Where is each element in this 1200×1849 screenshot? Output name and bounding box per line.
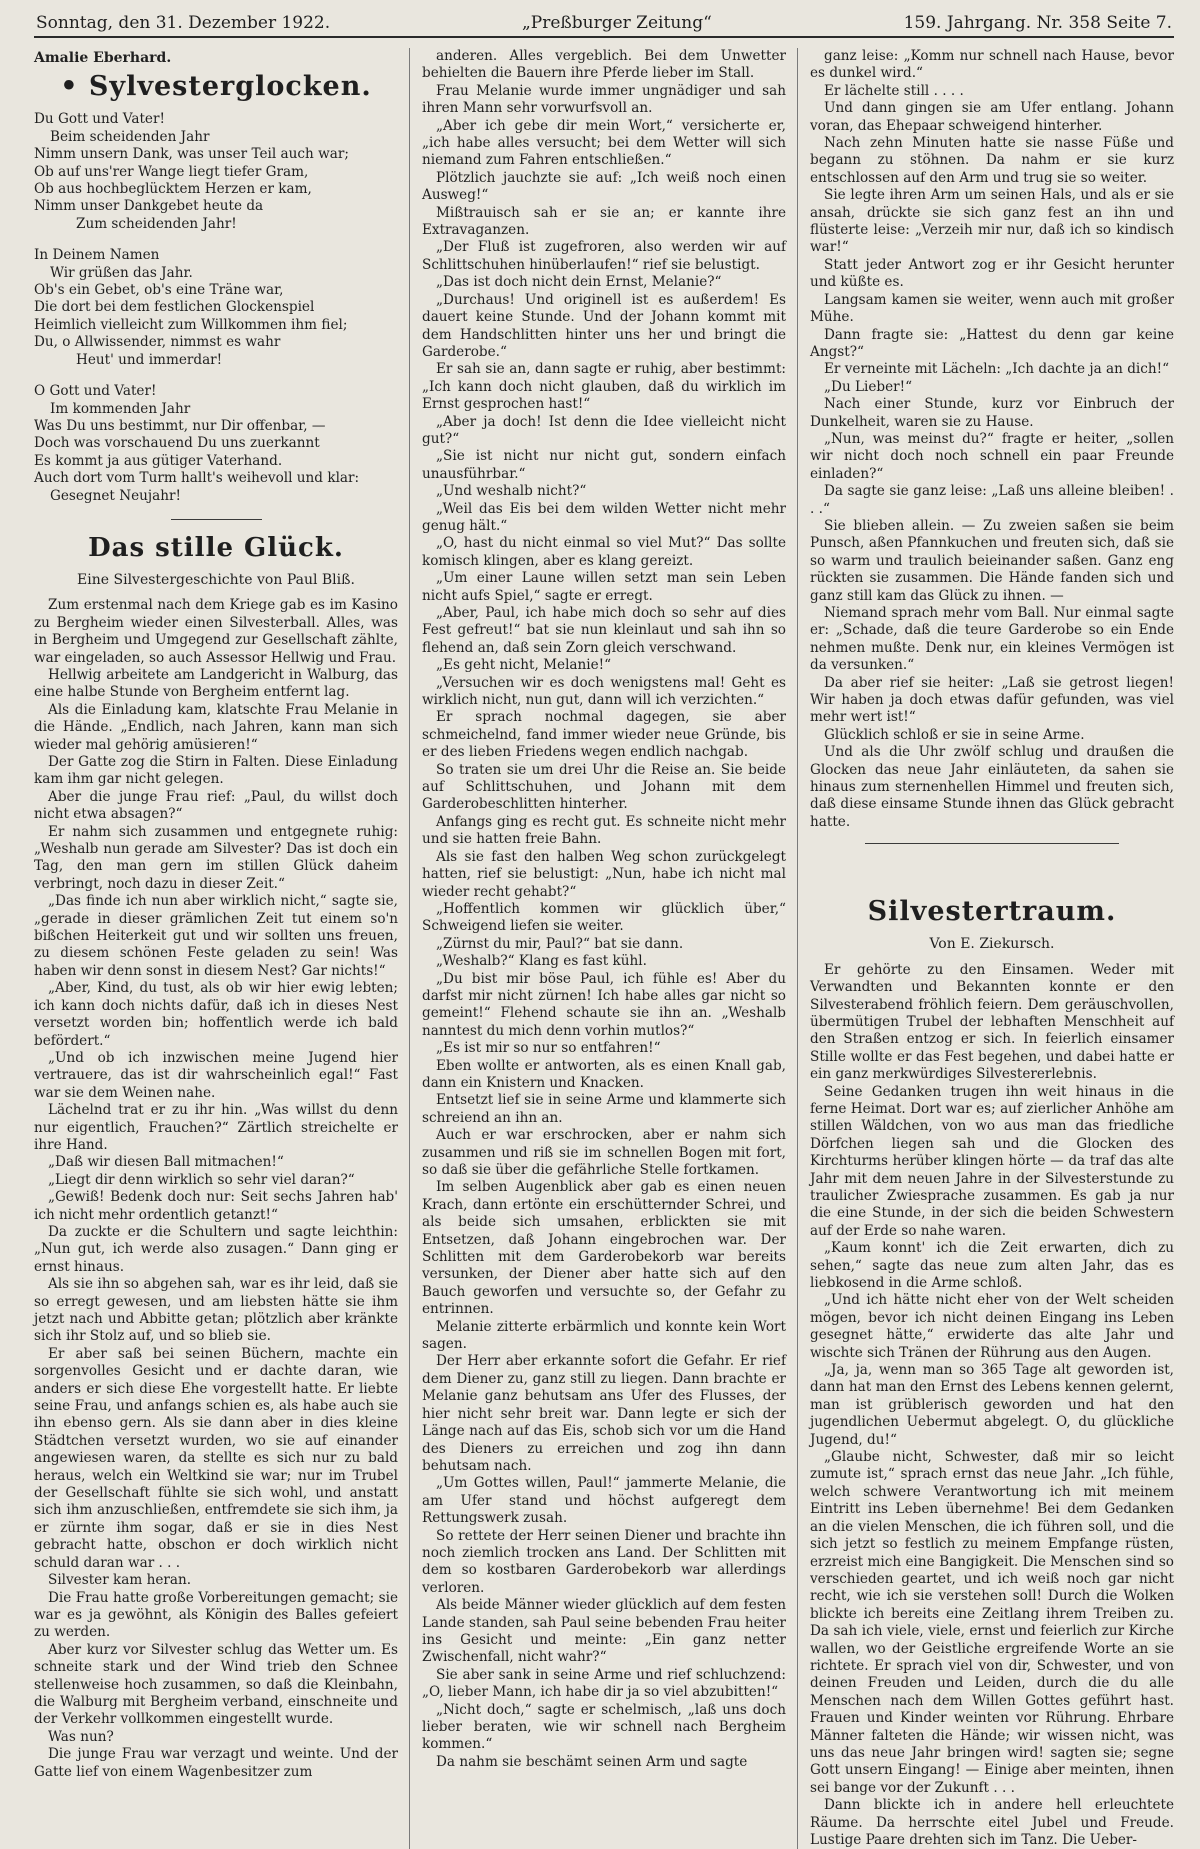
paragraph: Als die Einladung kam, klatschte Frau Melanie in die Hände. „Endlich, nach Jahren, kann man sich wieder mal gehörig amüsieren!“ xyxy=(34,701,398,753)
poem-line: Nimm unsern Dank, was unser Teil auch war; xyxy=(34,146,349,163)
paragraph: „Aber ja doch! Ist denn die Idee vielleicht nicht gut?“ xyxy=(422,413,786,447)
column-middle xyxy=(422,48,786,1849)
paragraph: Langsam kamen sie weiter, wenn auch mit großer Mühe. xyxy=(810,291,1174,326)
poem-line: Ob auf uns'rer Wange liegt tiefer Gram, xyxy=(34,163,309,180)
paragraph: „Du Lieber!“ xyxy=(824,378,913,395)
paragraph: Glücklich schloß er sie in seine Arme. xyxy=(824,726,1085,743)
divider xyxy=(865,843,1120,844)
story-title: Das stille Glück. xyxy=(88,532,344,563)
paragraph: Er nahm sich zusammen und entgegnete ruhig: „Weshalb nun gerade am Silvester? Das ist doch ein Tag, den man gern im stillen Glück daheim verbringt, noch dazu in dieser Zeit.“ xyxy=(34,823,398,892)
poem-line: O Gott und Vater! xyxy=(34,383,157,400)
paragraph: „Um einer Laune willen setzt man sein Leben nicht aufs Spiel,“ sagte er erregt. xyxy=(422,570,786,604)
poem-line: Auch dort vom Turm hallt's weihevoll und klar: xyxy=(34,470,360,487)
paragraph: Seine Gedanken trugen ihn weit hinaus in die ferne Heimat. Dort war es; auf zierlicher Anhöhe am stillen Wäldchen, von wo aus man das friedliche Dörfchen liegen sah und die Glocken des Kirchturms herüber klingen hörte — da traf das alte Jahr mit dem neuen Jahre in der Silvesterstunde zu traulicher Zwiesprache zusammen. Es gab ja nur die eine Stunde, in der sich die beiden Schwestern auf der Erde so nahe waren. xyxy=(810,1083,1174,1239)
paragraph: Nach einer Stunde, kurz vor Einbruch der Dunkelheit, waren sie zu Hause. xyxy=(810,396,1174,430)
paragraph: „Weil das Eis bei dem wilden Wetter nicht mehr genug hält.“ xyxy=(422,500,786,534)
paragraph: Eben wollte er antworten, als es einen Knall gab, dann ein Knistern und Knacken. xyxy=(422,1057,786,1091)
paragraph: „Liegt dir denn wirklich so sehr viel daran?“ xyxy=(48,1171,355,1188)
story2-text xyxy=(810,962,1174,1849)
paragraph: Er sah sie an, dann sagte er ruhig, aber bestimmt: „Ich kann doch nicht glauben, daß du wirklich im Ernst gesprochen hast!“ xyxy=(422,361,786,413)
paragraph: So traten sie um drei Uhr die Reise an. Sie beide auf Schlittschuhen, und Johann mit dem Garderobeschlitten hinterher. xyxy=(422,761,786,813)
poem-stanza xyxy=(34,383,398,505)
poem-line: Du, o Allwissender, nimmst es wahr xyxy=(34,334,281,351)
column-right xyxy=(810,48,1174,1849)
paragraph: „Aber, Paul, ich habe mich doch so sehr auf dies Fest gefreut!“ bat sie nun kleinlaut und sah ihn so flehend an, daß sein Zorn gleich verschwand. xyxy=(422,605,786,656)
paragraph: Der Gatte zog die Stirn in Falten. Diese Einladung kam ihm gar nicht gelegen. xyxy=(34,754,398,788)
story2-byline: Von E. Ziekursch. xyxy=(929,936,1055,953)
story-byline: Eine Silvestergeschichte von Paul Bliß. xyxy=(77,571,355,588)
poem-line: Doch was vorschauend Du uns zuerkannt xyxy=(34,435,320,452)
paragraph: ganz leise: „Komm nur schnell nach Hause, bevor es dunkel wird.“ xyxy=(810,48,1174,82)
paragraph: Und als die Uhr zwölf schlug und draußen die Glocken das neue Jahr einläuteten, da sahen sie hinaus zum sternenhellen Himmel und freuten sich, daß diese einsame Stunde ihnen das Glück gebracht hatte. xyxy=(810,744,1174,830)
story2-title: Silvestertraum. xyxy=(867,896,1117,928)
paragraph: Was nun? xyxy=(48,1728,114,1745)
paragraph: „Aber, Kind, du tust, als ob wir hier ewig lebten; ich kann doch nichts dafür, daß ich in dieses Nest versetzt worden bin; hoffentlich werde ich bald befördert.“ xyxy=(34,980,398,1049)
paragraph: Entsetzt lief sie in seine Arme und klammerte sich schreiend an ihn an. xyxy=(422,1092,786,1126)
poem-line: Du Gott und Vater! xyxy=(34,111,165,128)
story-text-ending xyxy=(810,48,1174,831)
paragraph: „Um Gottes willen, Paul!“ jammerte Melanie, die am Ufer stand und höchst aufgeregt dem Rettungswerk zusah. xyxy=(422,1475,786,1527)
paragraph: Als sie ihn so abgehen sah, war es ihr leid, daß sie so erregt gewesen, und am liebsten hätte sie ihm jetzt nach und Abbitte getan; plötzlich aber kränkte sich ihr Stolz auf, und so blieb sie. xyxy=(34,1276,398,1345)
paragraph: So rettete der Herr seinen Diener und brachte ihn noch ziemlich trocken ans Land. Der Schlitten mit dem so kostbaren Garderobekorb war allerdings verloren. xyxy=(422,1527,786,1596)
paragraph: Anfangs ging es recht gut. Es schneite nicht mehr und sie hatten freie Bahn. xyxy=(422,813,786,848)
paragraph: Lächelnd trat er zu ihr hin. „Was willst du denn nur eigentlich, Frauchen?“ Zärtlich streichelte er ihre Hand. xyxy=(34,1102,398,1153)
poem-line: Die dort bei dem festlichen Glockenspiel xyxy=(34,299,315,316)
paragraph: „Versuchen wir es doch wenigstens mal! Geht es wirklich nicht, nun gut, dann will ich verzichten.“ xyxy=(422,674,786,709)
poem-stanza xyxy=(34,247,398,369)
paragraph: „Aber ich gebe dir mein Wort,“ versicherte er, „ich habe alles versucht; bei dem Wetter will sich niemand zum Fahren entschließen.“ xyxy=(422,117,786,169)
paragraph: Als beide Männer wieder glücklich auf dem festen Lande standen, sah Paul seine bebenden Frau heiter ins Gesicht und meinte: „Ein ganz netter Zwischenfall, nicht wahr?“ xyxy=(422,1597,786,1666)
paragraph: anderen. Alles vergeblich. Bei dem Unwetter behielten die Bauern ihre Pferde lieber im Stall. xyxy=(422,48,786,82)
paragraph: „Ja, ja, wenn man so 365 Tage alt geworden ist, dann hat man den Ernst des Lebens kennen gelernt, man ist grüblerisch geworden und hat den jugendlichen Uebermut abgelegt. O, du glückliche Jugend, du!“ xyxy=(810,1362,1174,1448)
poem-line: Beim scheidenden Jahr xyxy=(50,128,210,145)
paragraph: Aber kurz vor Silvester schlug das Wetter um. Es schneite stark und der Wind trieb den Schnee stellenweise hoch zusammen, so daß die Kleinbahn, die Walburg mit Bergheim verband, einschneite und der Verkehr vollkommen eingestellt wurde. xyxy=(34,1641,398,1728)
paragraph: Plötzlich jauchzte sie auf: „Ich weiß noch einen Ausweg!“ xyxy=(422,169,786,204)
paragraph: Frau Melanie wurde immer ungnädiger und sah ihren Mann sehr vorwurfsvoll an. xyxy=(422,82,786,117)
paragraph: Hellwig arbeitete am Landgericht in Walburg, das eine halbe Stunde von Bergheim entfernt lag. xyxy=(34,666,398,701)
paragraph: Aber die junge Frau rief: „Paul, du willst doch nicht etwa absagen?“ xyxy=(34,788,398,823)
paragraph: „Und ob ich inzwischen meine Jugend hier vertrauere, das ist dir wahrscheinlich egal!“ Fast war sie dem Weinen nahe. xyxy=(34,1049,398,1101)
header-date: Sonntag, den 31. Dezember 1922. xyxy=(36,13,331,33)
paragraph: „Der Fluß ist zugefroren, also werden wir auf Schlittschuhen hinüberlaufen!“ rief sie belustigt. xyxy=(422,239,786,273)
paragraph: Er lächelte still . . . . xyxy=(824,82,964,99)
story-text xyxy=(34,597,398,1781)
paragraph: Und dann gingen sie am Ufer entlang. Johann voran, das Ehepaar schweigend hinterher. xyxy=(810,100,1174,134)
paragraph: Dann blickte ich in andere hell erleuchtete Räume. Da herrschte eitel Jubel und Freude. Lustige Paare drehten sich im Tanz. Die Ueber- xyxy=(810,1797,1174,1848)
header-paper-name: „Preßburger Zeitung“ xyxy=(521,13,712,33)
paragraph: Er verneinte mit Lächeln: „Ich dachte ja an dich!“ xyxy=(824,361,1170,378)
paragraph: „Kaum konnt' ich die Zeit erwarten, dich zu sehen,“ sagte das neue zum alten Jahr, das es liebkosend in die Arme schloß. xyxy=(810,1240,1174,1291)
paragraph: Mißtrauisch sah er sie an; er kannte ihre Extravaganzen. xyxy=(422,204,786,239)
poem-line: Ob's ein Gebet, ob's eine Träne war, xyxy=(34,282,284,299)
paragraph: Die junge Frau war verzagt und weinte. Und der Gatte lief von einem Wagenbesitzer zum xyxy=(34,1746,398,1780)
paragraph: „Du bist mir böse Paul, ich fühle es! Aber du darfst mir nicht zürnen! Ich habe alles gar nicht so gemeint!“ Flehend schaute sie ihn an. „Weshalb nanntest du mich denn vorhin mutlos?“ xyxy=(422,970,786,1039)
poem-author: Amalie Eberhard. xyxy=(34,50,172,66)
paragraph: „Das ist doch nicht dein Ernst, Melanie?“ xyxy=(436,274,722,291)
poem-title: • Sylvesterglocken. xyxy=(60,71,372,103)
paragraph: „Es geht nicht, Melanie!“ xyxy=(436,657,612,674)
paragraph: „Hoffentlich kommen wir glücklich über,“ Schweigend liefen sie weiter. xyxy=(422,900,786,935)
column-left xyxy=(34,48,398,1849)
paragraph: Dann fragte sie: „Hattest du denn gar keine Angst?“ xyxy=(810,326,1174,360)
poem-line: Es kommt ja aus gütiger Vaterhand. xyxy=(34,452,283,469)
poem-line: Heut' und immerdar! xyxy=(76,351,223,368)
poem-line: Wir grüßen das Jahr. xyxy=(50,264,193,281)
divider xyxy=(171,519,262,520)
paragraph: Silvester kam heran. xyxy=(48,1572,192,1589)
paragraph: Statt jeder Antwort zog er ihr Gesicht herunter und küßte es. xyxy=(810,256,1174,291)
paragraph: Da nahm sie beschämt seinen Arm und sagte xyxy=(436,1753,748,1770)
paragraph: „Es ist mir so nur so entfahren!“ xyxy=(436,1040,661,1057)
paragraph: Er sprach nochmal dagegen, sie aber schmeichelnd, fand immer wieder neue Gründe, bis er des lieben Friedens wegen endlich nachgab. xyxy=(422,709,786,761)
paragraph: Im selben Augenblick aber gab es einen neuen Krach, dann ertönte ein erschütternder Schrei, und als beide sich umsahen, erblickten sie mit Entsetzen, daß Johann eingebrochen war. Der Schlitten mit dem Garderobekorb war bereits versunken, der Diener aber hatte sich auf den Bauch geworfen und versuchte so, der Gefahr zu entrinnen. xyxy=(422,1179,786,1318)
paragraph: Sie aber sank in seine Arme und rief schluchzend: „O, lieber Mann, ich habe dir ja so viel abzubitten!“ xyxy=(422,1666,786,1701)
poem-line: Ob aus hochbeglücktem Herzen er kam, xyxy=(34,181,312,198)
paragraph: Als sie fast den halben Weg schon zurückgelegt hatten, rief sie belustigt: „Nun, habe ich nicht mal wieder recht gehabt?“ xyxy=(422,848,786,900)
paragraph: Die Frau hatte große Vorbereitungen gemacht; sie war es ja gewöhnt, als Königin des Balles gefeiert zu werden. xyxy=(34,1589,398,1641)
paragraph: Sie blieben allein. — Zu zweien saßen sie beim Punsch, aßen Pfannkuchen und freuten sich, daß sie so warm und traulich beieinander saßen. Ganz eng rückten sie zusammen. Die Hände fanden sich und ganz still kam das Glück zu ihnen. — xyxy=(810,517,1174,604)
poem-stanza xyxy=(34,111,398,233)
paragraph: „Nun, was meinst du?“ fragte er heiter, „sollen wir nicht doch noch schnell ein paar Freunde einladen?“ xyxy=(810,430,1174,482)
paragraph: Nach zehn Minuten hatte sie nasse Füße und begann zu stöhnen. Da nahm er sie kurz entschlossen auf den Arm und trug sie so weiter. xyxy=(810,135,1174,186)
paragraph: Sie legte ihren Arm um seinen Hals, und als er sie ansah, drückte sie sich ganz fest an ihn und flüsterte leise: „Verzeih mir nur, daß ich so kindisch war!“ xyxy=(810,187,1174,256)
paragraph: Da zuckte er die Schultern und sagte leichthin: „Nun gut, ich werde also zusagen.“ Dann ging er ernst hinaus. xyxy=(34,1223,398,1275)
paragraph: „O, hast du nicht einmal so viel Mut?“ Das sollte komisch klingen, aber es klang gereizt. xyxy=(422,535,786,569)
poem-line: Heimlich vielleicht zum Willkommen ihm fiel; xyxy=(34,316,348,333)
poem-line: Nimm unser Dankgebet heute da xyxy=(34,198,264,215)
paragraph: „Nicht doch,“ sagte er schelmisch, „laß uns doch lieber beraten, wie wir schnell nach Bergheim kommen.“ xyxy=(422,1701,786,1753)
paragraph: „Zürnst du mir, Paul?“ bat sie dann. xyxy=(436,935,684,952)
poem-body xyxy=(34,111,398,505)
paragraph: „Sie ist nicht nur nicht gut, sondern einfach unausführbar.“ xyxy=(422,448,786,482)
paragraph: „Und weshalb nicht?“ xyxy=(436,483,587,500)
paragraph: Er aber saß bei seinen Büchern, machte ein sorgenvolles Gesicht und er dachte daran, wie anders er sich diese Ehe vorgestellt hatte. Er liebte seine Frau, und anfangs schien es, als habe auch sie ihn ebenso gern. Als sie dann aber in dies kleine Städtchen versetzt wurden, wo sie auf einander angewiesen waren, da stellte es sich nur zu bald heraus, welch ein Weltkind sie war; nur im Trubel der Gesellschaft fühlte sie sich wohl, und anstatt sich ihm anzuschließen, entfremdete sie sich ihm, ja er zürnte ihm sogar, daß er sie in dies Nest gebracht hatte, obschon er doch wirklich nicht schuld daran war . . . xyxy=(34,1345,398,1571)
page-header xyxy=(34,10,1174,38)
paragraph: „Daß wir diesen Ball mitmachen!“ xyxy=(48,1154,284,1171)
poem-line: In Deinem Namen xyxy=(34,247,160,264)
paragraph: Niemand sprach mehr vom Ball. Nur einmal sagte er: „Schade, daß die teure Garderobe so ein Ende nehmen mußte. Denk nur, ein kleines Vermögen ist da versunken.“ xyxy=(810,605,1174,674)
paragraph: „Das finde ich nun aber wirklich nicht,“ sagte sie, „gerade in dieser grämlichen Zeit tut einem so'n bißchen Heiterkeit gut und wir sollten uns freuen, zu diesem schönen Feste geladen zu sein! Was haben wir denn sonst in diesem Nest? Gar nichts!“ xyxy=(34,893,398,979)
header-issue: 159. Jahrgang. Nr. 358 Seite 7. xyxy=(903,13,1172,33)
paragraph: „Und ich hätte nicht eher von der Welt scheiden mögen, bevor ich nicht deinen Eingang ins Leben gesegnet hätte,“ erwiderte das alte Jahr und wischte sich Tränen der Rührung aus den Augen. xyxy=(810,1292,1174,1361)
paragraph: Da sagte sie ganz leise: „Laß uns alleine bleiben! . . .“ xyxy=(810,483,1174,517)
story-text-continued xyxy=(422,48,786,1771)
paragraph: Der Herr aber erkannte sofort die Gefahr. Er rief dem Diener zu, ganz still zu liegen. Dann brachte er Melanie ganz behutsam ans Ufer des Flusses, der hier nicht sehr breit war. Dann legte er sich der Länge nach auf das Eis, schob sich vor um die Hand des Dieners zu erreichen und zog ihn dann behutsam nach. xyxy=(422,1353,786,1474)
paragraph: „Weshalb?“ Klang es fast kühl. xyxy=(436,953,647,970)
paragraph: „Gewiß! Bedenk doch nur: Seit sechs Jahren hab' ich nicht mehr ordentlich getanzt!“ xyxy=(34,1189,398,1223)
paragraph: Auch er war erschrocken, aber er nahm sich zusammen und riß sie im schnellen Bogen mit fort, so daß sie über die gefährliche Stelle fortkamen. xyxy=(422,1127,786,1178)
paragraph: Zum erstenmal nach dem Kriege gab es im Kasino zu Bergheim wieder einen Silvesterball. Alles, was in Bergheim und Umgegend zur Gesellschaft zählte, war eingeladen, so auch Assessor Hellwig und Frau. xyxy=(34,597,398,666)
paragraph: Er gehörte zu den Einsamen. Weder mit Verwandten und Bekannten konnte er den Silvesterabend fröhlich feiern. Dem geräuschvollen, übermütigen Trubel der lebhaften Menschheit auf den Straßen entzog er sich. In feierlich einsamer Stille wollte er das Fest begehen, und dabei hatte er ein ganz merkwürdiges Silvestererlebnis. xyxy=(810,961,1174,1083)
paragraph: „Glaube nicht, Schwester, daß mir so leicht zumute ist,“ sprach ernst das neue Jahr. „Ich fühle, welch schwere Verantwortung ich mit meinem Eintritt ins Leben übernehme! Bei dem Gedanken an die vielen Menschen, die ich führen soll, und die sich jetzt so festlich zu meinem Empfange rüsten, erzreist mich eine Bangigkeit. Die Menschen sind so verschieden geartet, und ich weiß noch gar nicht recht, wie ich sie verstehen soll! Durch die Wolken blickte ich bereits eine Zeitlang ihrem Treiben zu. Da sah ich viele, viele, ernst und feierlich zur Kirche wallen, wo der Geistliche ergreifende Worte an sie richtete. Er sprach viel von dir, Schwester, und von deinen Freuden und Leiden, durch die du alle Menschen nach dem Willen Gottes geführt hast. Frauen und Kinder weinten vor Rührung. Ehrbare Männer falteten die Hände; wir wissen nicht, was uns das neue Jahr bringen wird! sagten sie; segne Gott unsern Eingang! — Einige aber meinten, ihnen sei bange vor der Zukunft . . . xyxy=(810,1449,1174,1796)
poem-line: Zum scheidenden Jahr! xyxy=(76,215,237,232)
poem-line: Was Du uns bestimmt, nur Dir offenbar, — xyxy=(34,417,326,434)
paragraph: Melanie zitterte erbärmlich und konnte kein Wort sagen. xyxy=(422,1318,786,1353)
paragraph: Da aber rief sie heiter: „Laß sie getrost liegen! Wir haben ja doch etwas dafür gefunden, was viel mehr wert ist!“ xyxy=(810,674,1174,726)
paragraph: „Durchaus! Und originell ist es außerdem! Es dauert keine Stunde. Und der Johann kommt mit dem Handschlitten hinter uns her und bringt die Garderobe.“ xyxy=(422,291,786,360)
poem-line: Gesegnet Neujahr! xyxy=(50,487,181,504)
poem-line: Im kommenden Jahr xyxy=(50,400,191,417)
